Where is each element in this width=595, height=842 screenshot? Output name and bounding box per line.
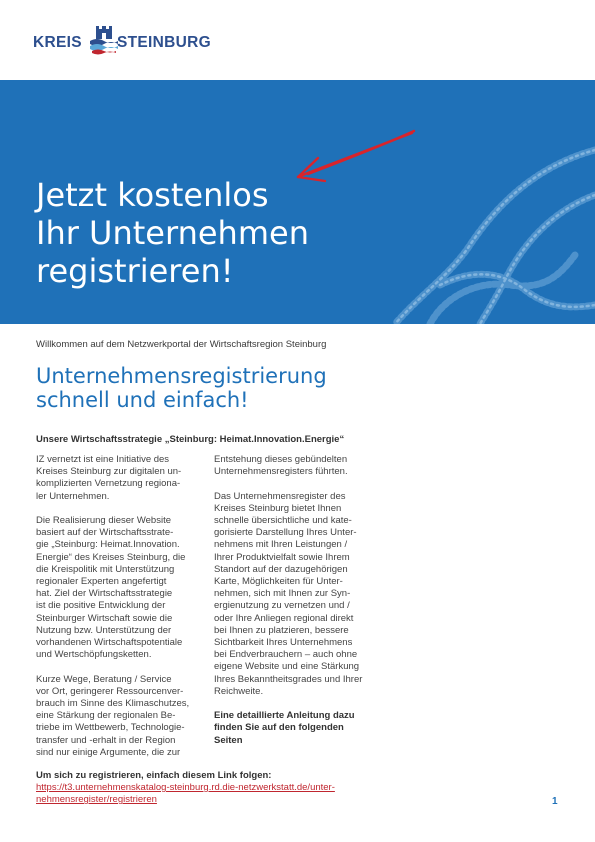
hero-banner: [0, 80, 595, 324]
welcome-text: Willkommen auf dem Netzwerkportal der Wirtschaftsregion Steinburg: [36, 339, 327, 350]
page-number: 1: [552, 796, 558, 807]
paragraph: IZ vernetzt ist eine Initiative des Kreises Steinburg zur digitalen un- komplizierten Vernetzung regiona- ler Unternehmen.: [36, 454, 182, 502]
kreis-steinburg-logo: [33, 22, 213, 62]
link-intro: Um sich zu registrieren, einfach diesem Link folgen:: [36, 770, 272, 781]
strategy-heading: Unsere Wirtschaftsstrategie „Steinburg: Heimat.Innovation.Energie“: [36, 434, 345, 445]
paragraph: Das Unternehmensregister des Kreises Steinburg bietet Ihnen schnelle übersichtliche und kate- gorisierte Darstellung Ihres Unter- nehmens mit Ihren Leistungen / Ihrer Produktvielfalt sowie Ihrem Standort auf der dazugehörigen Karte, Möglichkeiten für Unter- nehmen, sich mit Ihnen zur Syn- ergienutzung zu vernetzen und / oder Ihre Anliegen regional direkt bei Ihnen zu platzieren, bessere Sichtbarkeit Ihres Unternehmens bei Endverbrauchern – auch ohne eigene Website und eine Stärkung Ihres Bekanntheitsgrades und Ihrer Reichweite.: [214, 490, 363, 697]
red-arrow-icon: [298, 131, 414, 181]
text-column-right: [214, 454, 384, 759]
text-column-left: [36, 454, 208, 771]
registration-link[interactable]: https://t3.unternehmenskatalog-steinburg.rd.die-netzwerkstatt.de/unter- nehmensregister/registrieren: [36, 782, 335, 806]
instructions-note: Eine detaillierte Anleitung dazu finden Sie auf den folgenden Seiten: [214, 710, 355, 746]
logo-text-kreis: KREIS: [33, 34, 82, 51]
hero-title: Jetzt kostenlos Ihr Unternehmen registrieren!: [36, 176, 309, 290]
castle-icon: [89, 22, 119, 58]
logo-text-steinburg: STEINBURG: [117, 34, 211, 51]
paragraph: Kurze Wege, Beratung / Service vor Ort, geringerer Ressourcenver- brauch im Sinne des Klimaschutzes, eine Stärkung der regionalen Be- triebe im Wettbewerb, Technologie- transfer und -erhalt in der Region sind nur einige Argumente, die zur: [36, 673, 190, 758]
paragraph: Entstehung dieses gebündelten Unternehmensregisters führten.: [214, 454, 348, 478]
paragraph: Die Realisierung dieser Website basiert auf der Wirtschaftsstrate- gie „Steinburg: Heimat.Innovation. Energie“ des Kreises Steinburg, die die Kreispolitik mit Unterstützung regionaler Experten angefertigt hat. Ziel der Wirtschaftsstrategie ist die positive Entwicklung der Steinburger Wirtschaft sowie die Nutzung bzw. Unterstützung der vorhandenen Wirtschaftspotentiale und Wertschöpfungsketten.: [36, 515, 186, 661]
section-title: Unternehmensregistrierung schnell und einfach!: [36, 364, 327, 412]
